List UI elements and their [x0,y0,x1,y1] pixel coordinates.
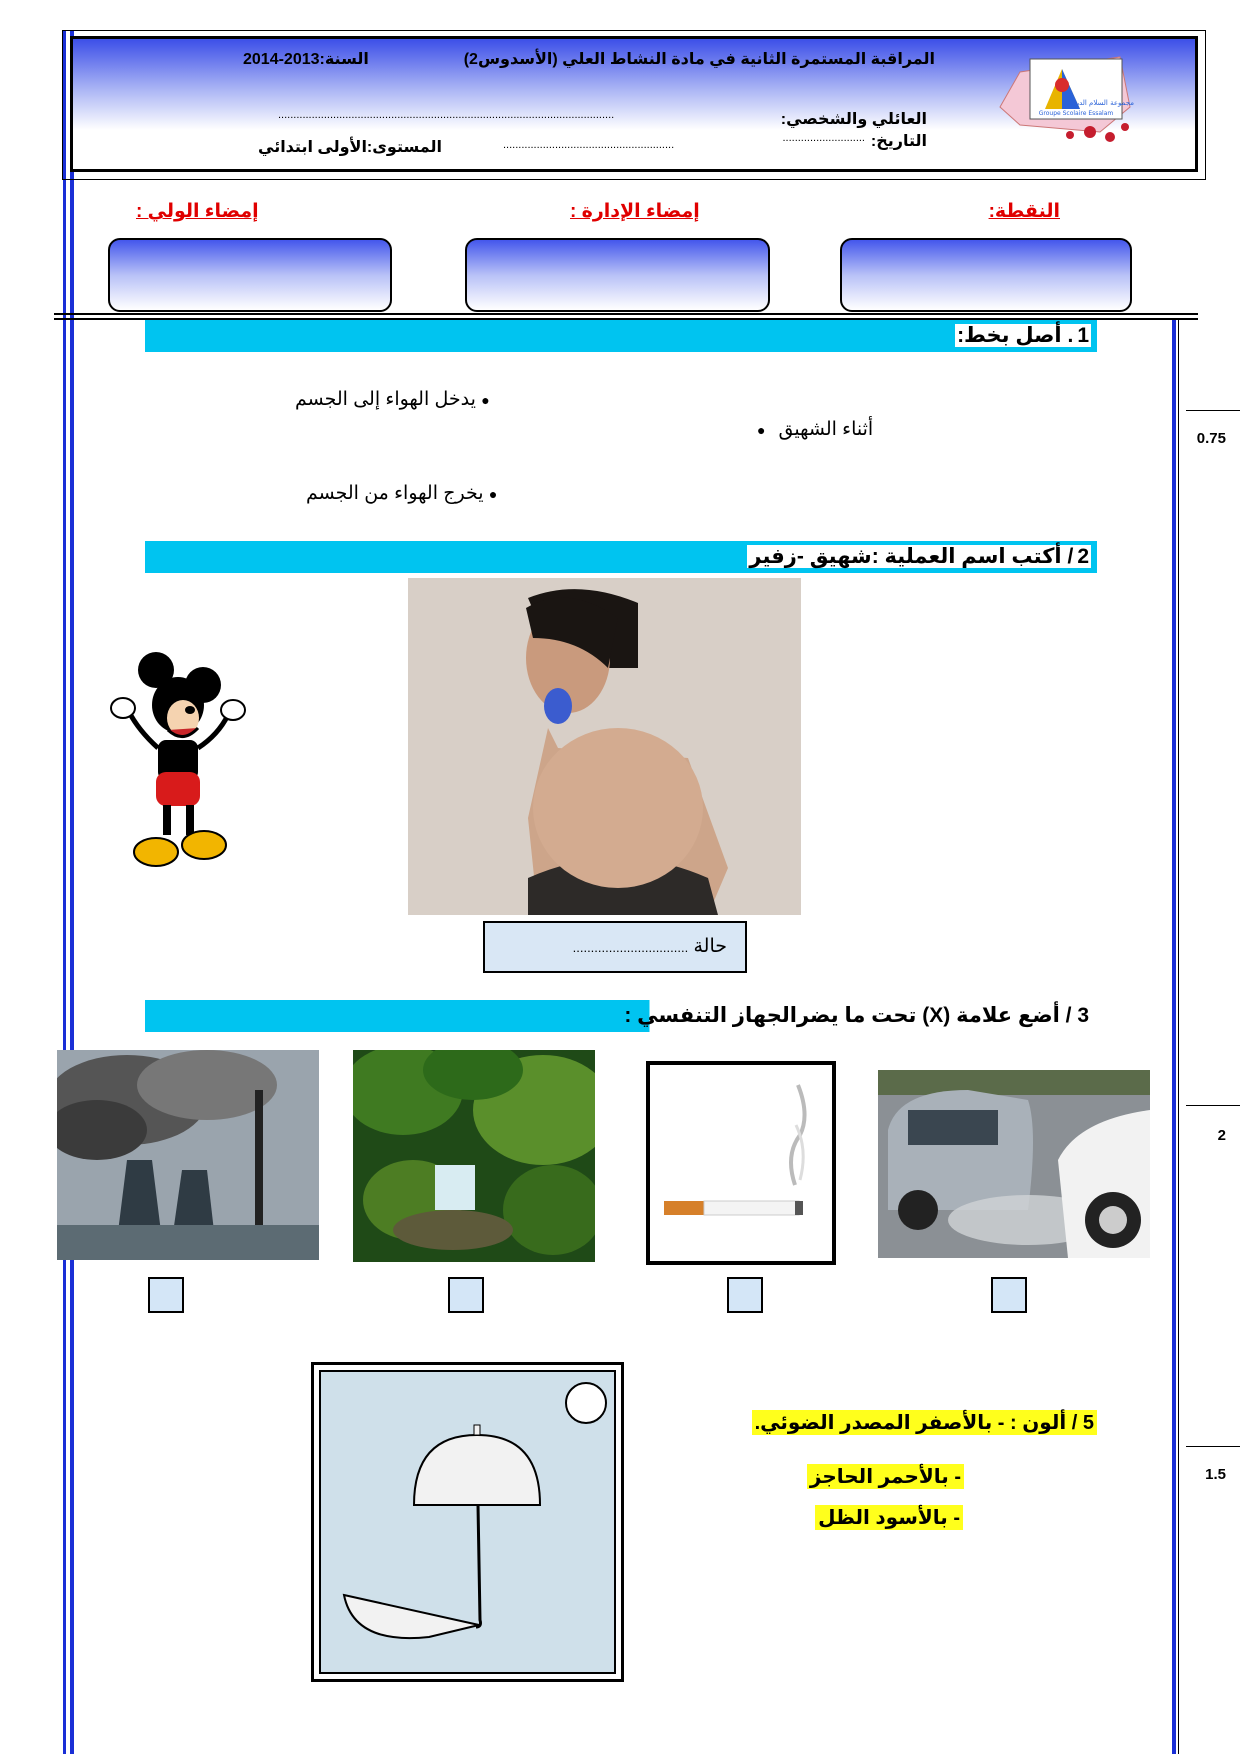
school-year: السنة:2013-2014 [243,51,369,68]
administration-signature-box[interactable] [465,238,770,312]
date-label: التاريخ: [870,133,927,150]
exam-title: المراقبة المستمرة الثانية في مادة النشاط العلي (الأسدوس2) [463,51,935,68]
guardian-signature-label: إمضاء الولي : [136,201,259,222]
score-section1: 0.75 [1196,430,1226,447]
page-frame-left [63,30,66,1754]
name-label: العائلي والشخصي: [780,111,927,128]
color-instruction-black: - بالأسود الظل [815,1505,963,1530]
answer-dots: ................................ [572,940,689,955]
section5-title: 5 / ألون : - بالأصفر المصدر الضوئي. [752,1410,1097,1435]
name-dots: .............................................................................................................. [278,109,615,121]
school-logo [990,47,1140,147]
score-label: النقطة: [988,201,1060,222]
score-line-3 [1186,1105,1240,1106]
date-dots: ........................... [782,132,865,144]
match-item-air-enters: ● يدخل الهواء إلى الجسم [295,389,490,410]
score-box[interactable] [840,238,1132,312]
match-item-air-exits: ● يخرج الهواء من الجسم [306,483,498,504]
section3-title: 3 / أضع علامة (X) تحت ما يضرالجهاز التنفسي : [624,1004,1089,1027]
car-exhaust-image [878,1070,1150,1258]
administration-signature-label: إمضاء الإدارة : [570,201,700,222]
section2-title: / أكتب اسم العملية :شهيق -زفير [749,545,1074,568]
score-line-5 [1186,1446,1240,1447]
svg-text:مجموعة السلام الدراسية: مجموعة السلام الدراسية [1062,99,1134,107]
boy-exhaling-image [408,578,801,915]
checkbox-waterfall[interactable] [448,1277,484,1313]
score-section3: 2 [1217,1127,1226,1144]
score-line-1 [1186,410,1240,411]
svg-text:Groupe Scolaire Essalam: Groupe Scolaire Essalam [1038,110,1114,117]
bullet-icon: ● [481,392,490,408]
umbrella-shadow-image [311,1362,624,1682]
mickey-image [108,640,253,880]
separator-line-top [54,313,1198,315]
guardian-signature-box[interactable] [108,238,392,312]
match-item-inhale: أثناء الشهيق ● [757,419,874,440]
level-label: المستوى:الأولى ابتدائي [258,139,442,156]
cigarette-image [646,1061,836,1265]
bullet-icon: ● [488,486,498,502]
waterfall-forest-image [353,1050,595,1262]
checkbox-factory[interactable] [148,1277,184,1313]
level-dots: ........................................................ [503,139,675,151]
color-instruction-red: - بالأحمر الحاجز [807,1464,964,1489]
answer-box[interactable] [483,921,747,973]
bullet-icon: ● [757,422,774,438]
header-band [70,36,1198,172]
section2-title-bar [145,541,1097,573]
factory-smoke-image [57,1050,319,1260]
section2-number: 2 [1077,545,1089,568]
checkbox-cigarette[interactable] [727,1277,763,1313]
section1-title: . أصل بخط: [957,324,1074,347]
page-frame-right [1172,318,1176,1754]
section3-title-bar [145,1000,1097,1032]
section1-number: 1 [1077,324,1089,347]
answer-label: حالة [693,936,727,957]
page-frame-right-thin [1178,318,1179,1754]
page-frame-left-inner [70,30,74,1754]
section1-title-bar [145,320,1097,352]
score-section5: 1.5 [1205,1466,1226,1483]
checkbox-car[interactable] [991,1277,1027,1313]
